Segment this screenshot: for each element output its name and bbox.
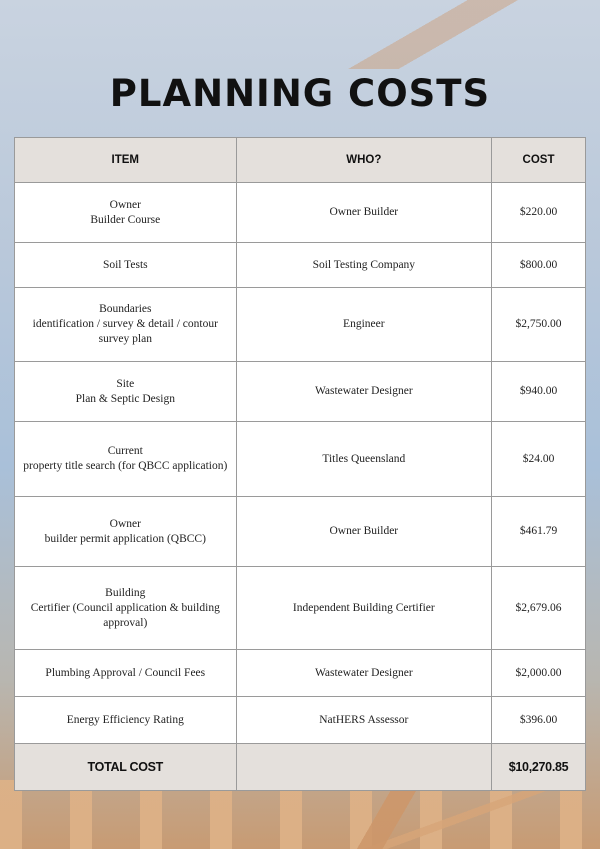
table-row bbox=[15, 243, 586, 288]
who-cell: Wastewater Designer bbox=[236, 650, 491, 697]
item-line: builder permit application (QBCC) bbox=[44, 532, 206, 545]
item-line: Plan & Septic Design bbox=[75, 392, 175, 405]
item-cell bbox=[15, 567, 237, 650]
table-header bbox=[15, 138, 586, 183]
cost-cell: $800.00 bbox=[492, 243, 586, 288]
item-cell bbox=[15, 288, 237, 362]
item-line: Site bbox=[116, 377, 135, 390]
item-cell bbox=[15, 183, 237, 243]
item-cell bbox=[15, 697, 237, 744]
who-cell: Engineer bbox=[236, 288, 491, 362]
table-row bbox=[15, 288, 586, 362]
item-line: Builder Course bbox=[90, 213, 161, 226]
total-row bbox=[15, 744, 586, 791]
table-row bbox=[15, 183, 586, 243]
cost-cell: $2,679.06 bbox=[492, 567, 586, 650]
header-who: WHO? bbox=[236, 138, 491, 183]
who-cell: Owner Builder bbox=[236, 497, 491, 567]
table-row bbox=[15, 697, 586, 744]
who-cell: Soil Testing Company bbox=[236, 243, 491, 288]
item-line: Energy Efficiency Rating bbox=[66, 713, 184, 726]
cost-cell: $461.79 bbox=[492, 497, 586, 567]
cost-cell: $2,000.00 bbox=[492, 650, 586, 697]
item-line: Certifier (Council application & building approval) bbox=[30, 601, 220, 629]
item-line: Building bbox=[105, 586, 146, 599]
who-cell: Titles Queensland bbox=[236, 422, 491, 497]
cost-cell: $940.00 bbox=[492, 362, 586, 422]
table-row bbox=[15, 497, 586, 567]
header-item: ITEM bbox=[15, 138, 237, 183]
cost-cell: $220.00 bbox=[492, 183, 586, 243]
cost-cell: $2,750.00 bbox=[492, 288, 586, 362]
item-cell bbox=[15, 362, 237, 422]
table-row bbox=[15, 567, 586, 650]
item-line: Owner bbox=[109, 517, 141, 530]
item-cell bbox=[15, 422, 237, 497]
item-line: Boundaries bbox=[99, 303, 152, 315]
header-cost: COST bbox=[492, 138, 586, 183]
item-line: Plumbing Approval / Council Fees bbox=[45, 666, 206, 679]
total-empty bbox=[236, 744, 491, 791]
item-cell bbox=[15, 497, 237, 567]
page-title: PLANNING COSTS bbox=[109, 72, 491, 115]
who-cell: Independent Building Certifier bbox=[236, 567, 491, 650]
table-row bbox=[15, 422, 586, 497]
item-cell bbox=[15, 650, 237, 697]
cost-cell: $24.00 bbox=[492, 422, 586, 497]
background-photo-top bbox=[0, 0, 600, 69]
table-row bbox=[15, 650, 586, 697]
item-line: identification / survey & detail / contour survey plan bbox=[32, 318, 218, 345]
cost-cell: $396.00 bbox=[492, 697, 586, 744]
item-line: Soil Tests bbox=[102, 258, 148, 271]
total-value: $10,270.85 bbox=[492, 744, 586, 791]
who-cell: Wastewater Designer bbox=[236, 362, 491, 422]
item-line: property title search (for QBCC application) bbox=[23, 460, 228, 472]
who-cell: NatHERS Assessor bbox=[236, 697, 491, 744]
item-line: Owner bbox=[109, 198, 141, 211]
total-label: TOTAL COST bbox=[15, 744, 237, 791]
item-cell bbox=[15, 243, 237, 288]
table-row bbox=[15, 362, 586, 422]
who-cell: Owner Builder bbox=[236, 183, 491, 243]
item-line: Current bbox=[107, 445, 143, 457]
costs-table bbox=[14, 137, 586, 791]
